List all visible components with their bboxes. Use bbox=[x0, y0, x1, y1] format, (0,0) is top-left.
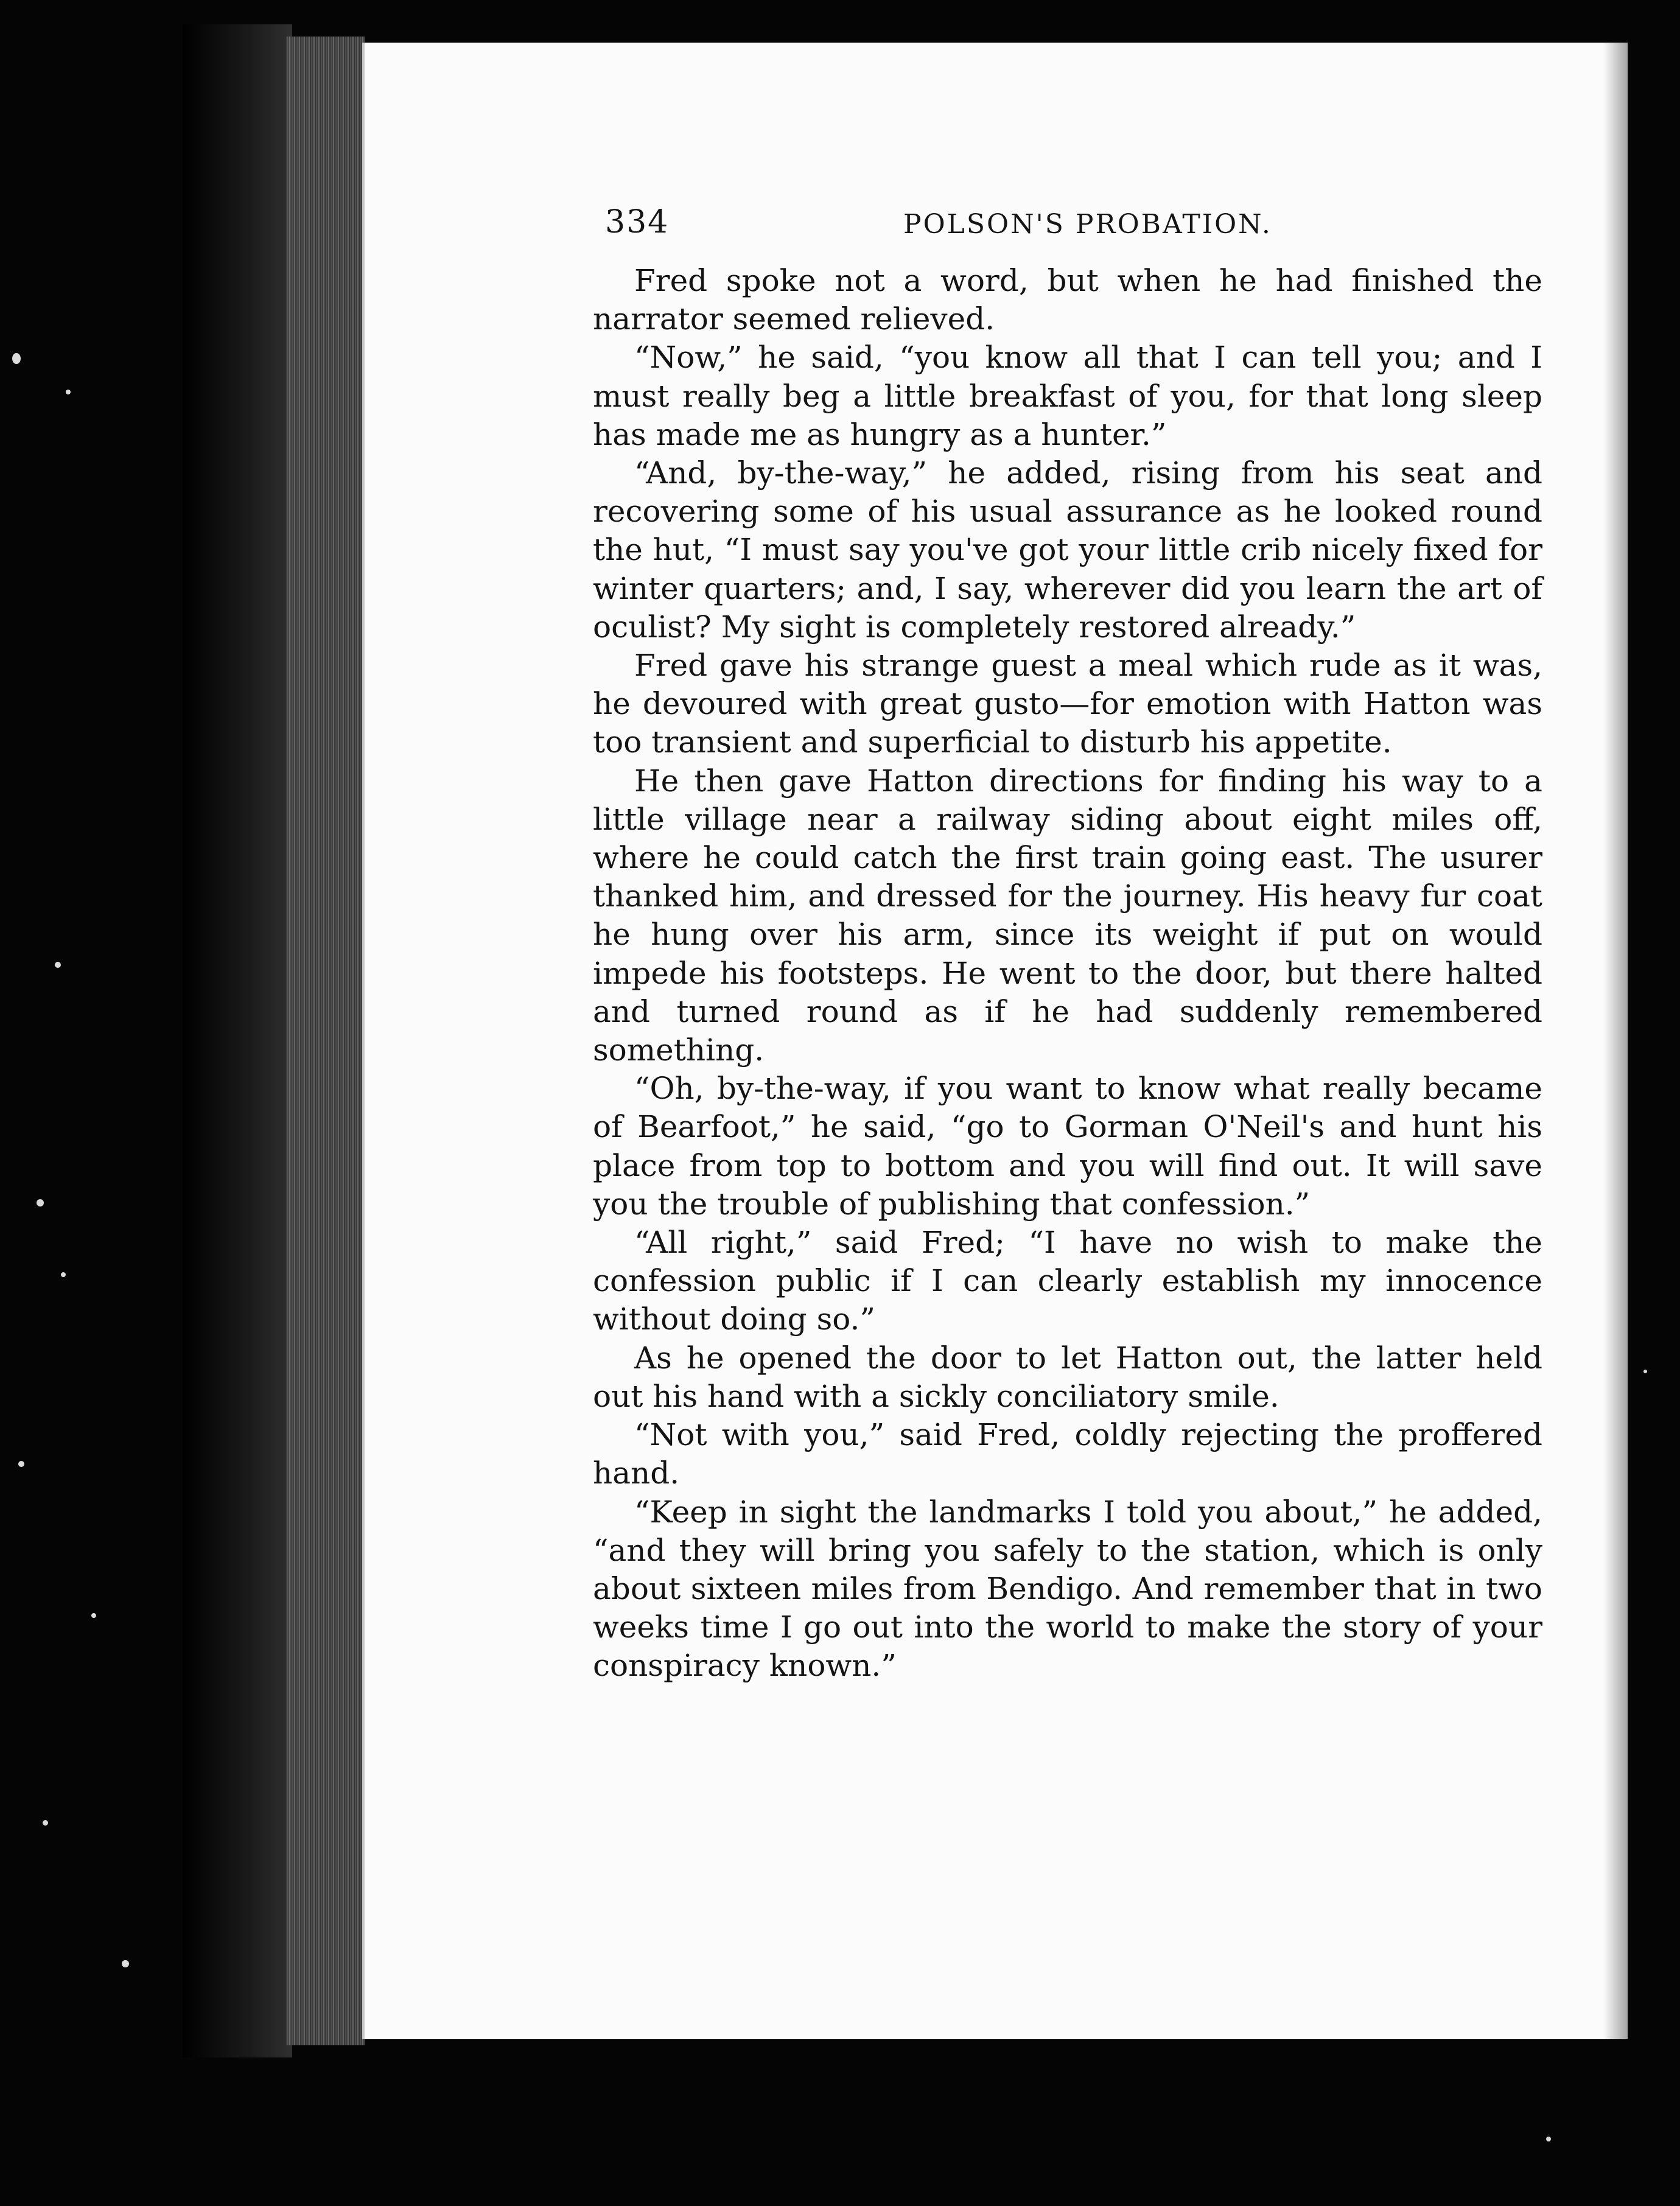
paragraph: “Oh, by-the-way, if you want to know what really became of Bearfoot,” he said, “go to Gorman O'Neil's and hunt his place from top to bottom and you will find out. It will save you the trouble of publishing that confession.” bbox=[593, 1071, 1542, 1222]
paragraph: Fred spoke not a word, but when he had finished the narrator seemed relieved. bbox=[593, 263, 1542, 337]
paragraph: “Now,” he said, “you know all that I can tell you; and I must really beg a little breakfast of you, for that long sleep has made me as hungry as a hunter.” bbox=[593, 340, 1542, 452]
page-number: 334 bbox=[605, 204, 670, 240]
paragraph: “All right,” said Fred; “I have no wish to make the confession public if I can clearly establish my innocence without doing so.” bbox=[593, 1225, 1542, 1337]
paragraph: As he opened the door to let Hatton out, the latter held out his hand with a sickly conciliatory smile. bbox=[593, 1340, 1542, 1414]
paragraph: “Keep in sight the landmarks I told you about,” he added, “and they will bring you safely to the station, which is only about sixteen miles from Bendigo. And remember that in two weeks time I go out into the world to make the story of your conspiracy known.” bbox=[593, 1494, 1542, 1684]
body-text bbox=[593, 262, 1542, 1686]
book-page-edges bbox=[286, 37, 365, 2045]
paragraph: Fred gave his strange guest a meal which rude as it was, he devoured with great gusto—for emotion with Hatton was too transient and superficial to disturb his appetite. bbox=[593, 648, 1542, 760]
paragraph: “Not with you,” said Fred, coldly rejecting the proffered hand. bbox=[593, 1417, 1542, 1491]
book-page bbox=[362, 43, 1628, 2039]
paragraph: “And, by-the-way,” he added, rising from his seat and recovering some of his usual assurance as he looked round the hut, “I must say you've got your little crib nicely fixed for winter quarters; and, I say, wherever did you learn the art of oculist? My sight is completely restored already.” bbox=[593, 455, 1542, 645]
book-edge-shadow bbox=[183, 24, 292, 2057]
page-gutter-shadow bbox=[1603, 43, 1628, 2039]
running-title: POLSON'S PROBATION. bbox=[903, 209, 1272, 240]
page-header bbox=[605, 204, 1640, 253]
paragraph: He then gave Hatton directions for finding his way to a little village near a railway siding about eight miles off, where he could catch the first train going east. The usurer thanked him, and dressed for the journey. His heavy fur coat he hung over his arm, since its weight if put on would impede his footsteps. He went to the door, but there halted and turned round as if he had suddenly remembered something. bbox=[593, 763, 1542, 1068]
